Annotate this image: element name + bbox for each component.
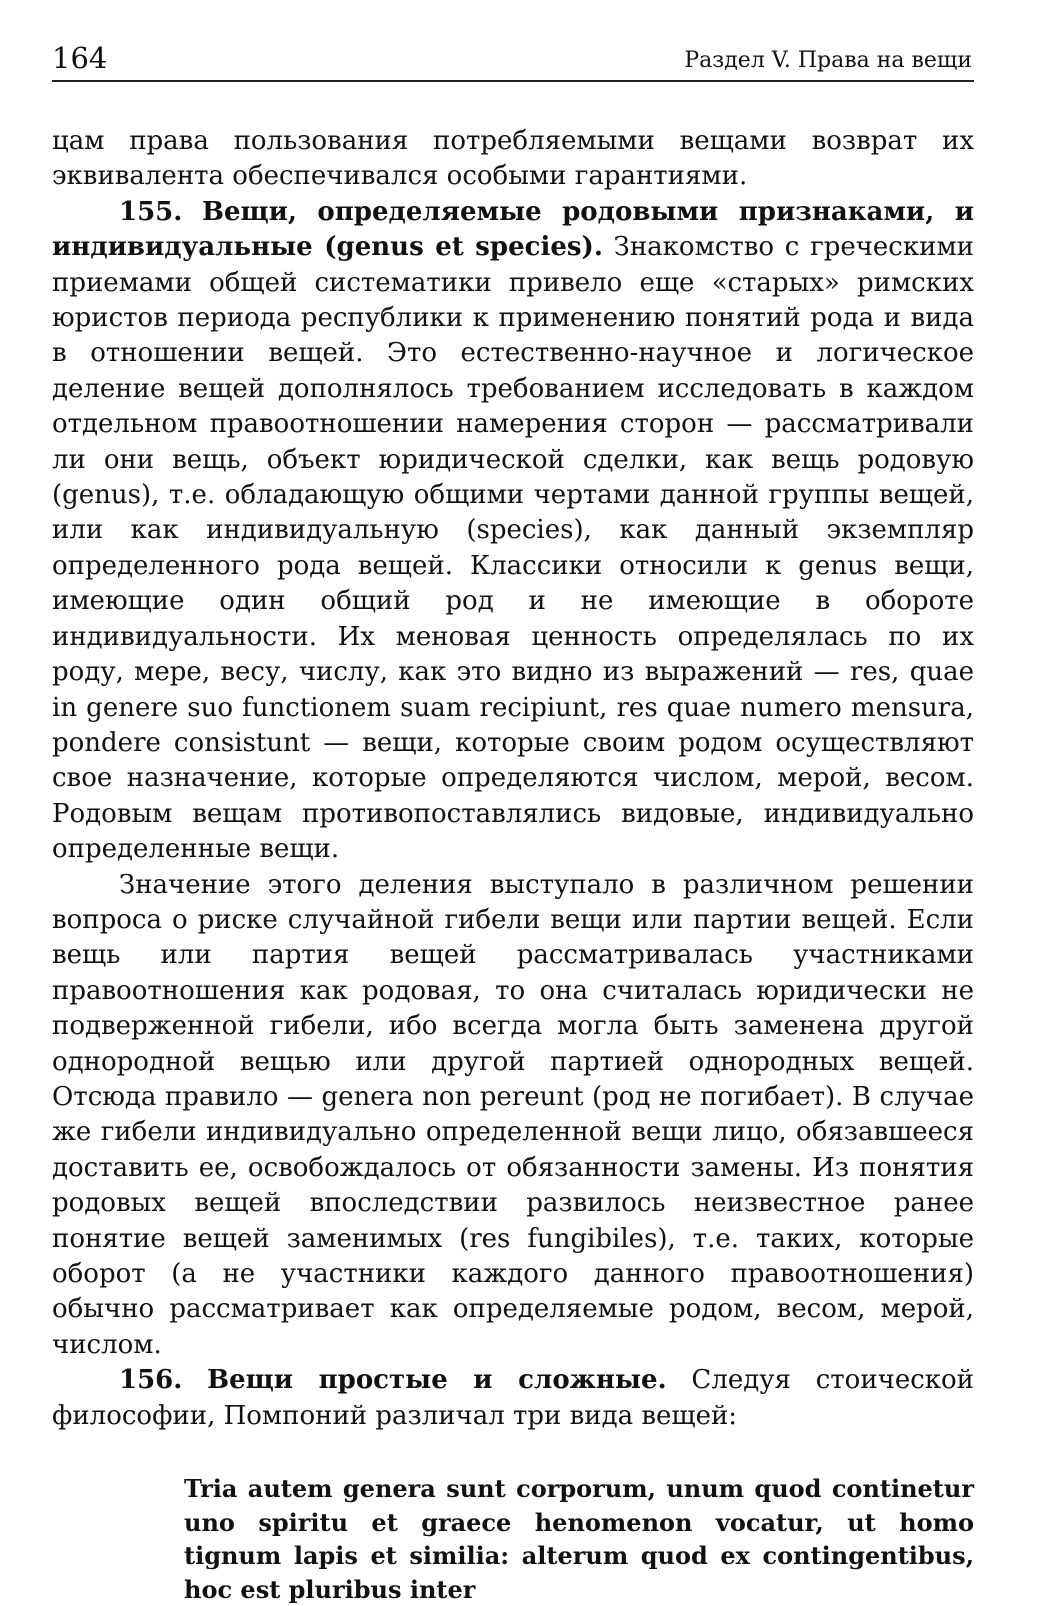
book-page <box>52 36 974 1606</box>
section-heading: Вещи, определяемые родовыми признаками, и индивидуальные (genus et species). <box>52 196 975 263</box>
paragraph <box>52 868 974 1364</box>
section-number: 155. <box>119 196 183 227</box>
section-number: 156. <box>119 1365 183 1396</box>
latin-quote: Tria autem genera sunt corporum, unum quod continetur uno spiritu et graece henomenon vocatur, ut homo tignum lapis et similia: alterum quod ex contingentibus, hoc est pluribus inter <box>184 1474 974 1604</box>
paragraph-text: Значение этого деления выступало в различном решении вопроса о риске случайной гибели вещи или партии вещей. Если вещь или партия вещей рассматривалась участниками правоотношения как родовая, то она считалась юридически не подверженной гибели, ибо всегда могла быть заменена другой однородной вещью или другой партией однородных вещей. Отсюда правило — genera non pereunt (род не погибает). В случае же гибели индивидуально определенной вещи лицо, обязавшееся доставить ее, освобождалось от обязанности замены. Из понятия родовых вещей впоследствии развилось неизвестное ранее понятие вещей заменимых (res fungibiles), т.е. таких, которые оборот (а не участники каждого данного правоотношения) обычно рассматривает как определяемые родом, весом, мерой, числом. <box>52 869 974 1360</box>
running-head: Раздел V. Права на вещи <box>684 48 972 73</box>
page-header <box>52 36 974 82</box>
section-156 <box>52 1363 974 1434</box>
paragraph-text: Знакомство с греческими приемами общей систематики привело еще «старых» римских юристов периода республики к применению понятий рода и вида в отношении вещей. Это естественно-научное и логическое деление вещей дополнялось требованием исследовать в каждом отдельном правоотношении намерения сторон — рассматривали ли они вещь, объект юридической сделки, как вещь родовую (genus), т.е. обладающую общими чертами данной группы вещей, или как индивидуальную (species), как данный экземпляр определенного рода вещей. Классики относили к genus вещи, имеющие один общий род и не имеющие в обороте индивидуальности. Их меновая ценность определялась по их роду, мере, весу, числу, как это видно из выражений — res, quae in genere suo functionem suam recipiunt, res quae numero mensura, pondere consistunt — вещи, которые своим родом осуществляют свое назначение, которые определяются числом, мерой, весом. Родовым вещам противопоставлялись видовые, индивидуально определенные вещи. <box>52 232 975 865</box>
paragraph-continuation <box>52 124 974 195</box>
body-text <box>52 124 974 1434</box>
section-155 <box>52 195 974 868</box>
paragraph-text: Следуя стоической философии, Помпоний различал три вида вещей: <box>52 1365 975 1431</box>
page-number: 164 <box>52 41 108 75</box>
paragraph-text: цам права пользования потребляемыми вещами возврат их эквивалента обеспечивался особыми гарантиями. <box>52 126 974 192</box>
section-heading: Вещи простые и сложные. <box>207 1365 667 1396</box>
